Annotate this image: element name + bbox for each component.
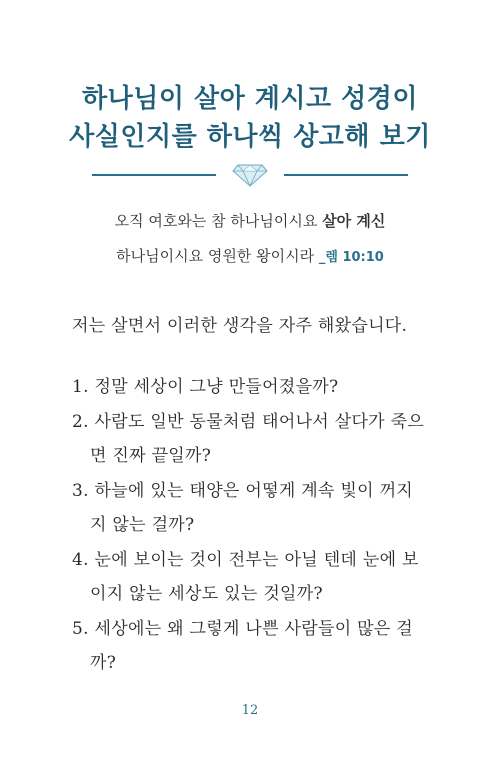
divider-line-right (284, 174, 408, 176)
verse-emphasis: 살아 계신 (322, 212, 386, 230)
diamond-icon (232, 163, 268, 187)
verse-text: 오직 여호와는 참 하나님이시요 (114, 212, 323, 230)
list-item: 2. 사람도 일반 동물처럼 태어나서 살다가 죽으 (72, 411, 425, 432)
list-item: 5. 세상에는 왜 그렇게 나쁜 사람들이 많은 걸 (72, 618, 414, 639)
list-item-continuation: 지 않는 걸까? (90, 515, 195, 535)
verse-reference: _렘 10:10 (318, 250, 384, 265)
page-title-line-1: 하나님이 살아 계시고 성경이 (81, 84, 419, 114)
list-item: 1. 정말 세상이 그냥 만들어졌을까? (72, 377, 339, 397)
list-item: 3. 하늘에 있는 태양은 어떻게 계속 빛이 꺼지 (72, 480, 414, 501)
list-item-continuation: 까? (90, 653, 117, 673)
question-list (72, 370, 432, 681)
verse-text: 하나님이시요 영원한 왕이시라 (116, 247, 319, 265)
title-divider (92, 168, 408, 182)
list-item: 4. 눈에 보이는 것이 전부는 아닐 텐데 눈에 보 (72, 549, 419, 570)
list-item-continuation: 면 진짜 끝일까? (90, 446, 212, 466)
page-number: 12 (241, 703, 259, 718)
divider-line-left (92, 174, 216, 176)
intro-paragraph: 저는 살면서 이러한 생각을 자주 해왔습니다. (72, 316, 408, 336)
verse-line-2 (0, 245, 500, 266)
list-item-continuation: 이지 않는 세상도 있는 것일까? (90, 584, 323, 604)
verse-line-1 (0, 210, 500, 231)
page-title-line-2: 사실인지를 하나씩 상고해 보기 (69, 122, 431, 152)
